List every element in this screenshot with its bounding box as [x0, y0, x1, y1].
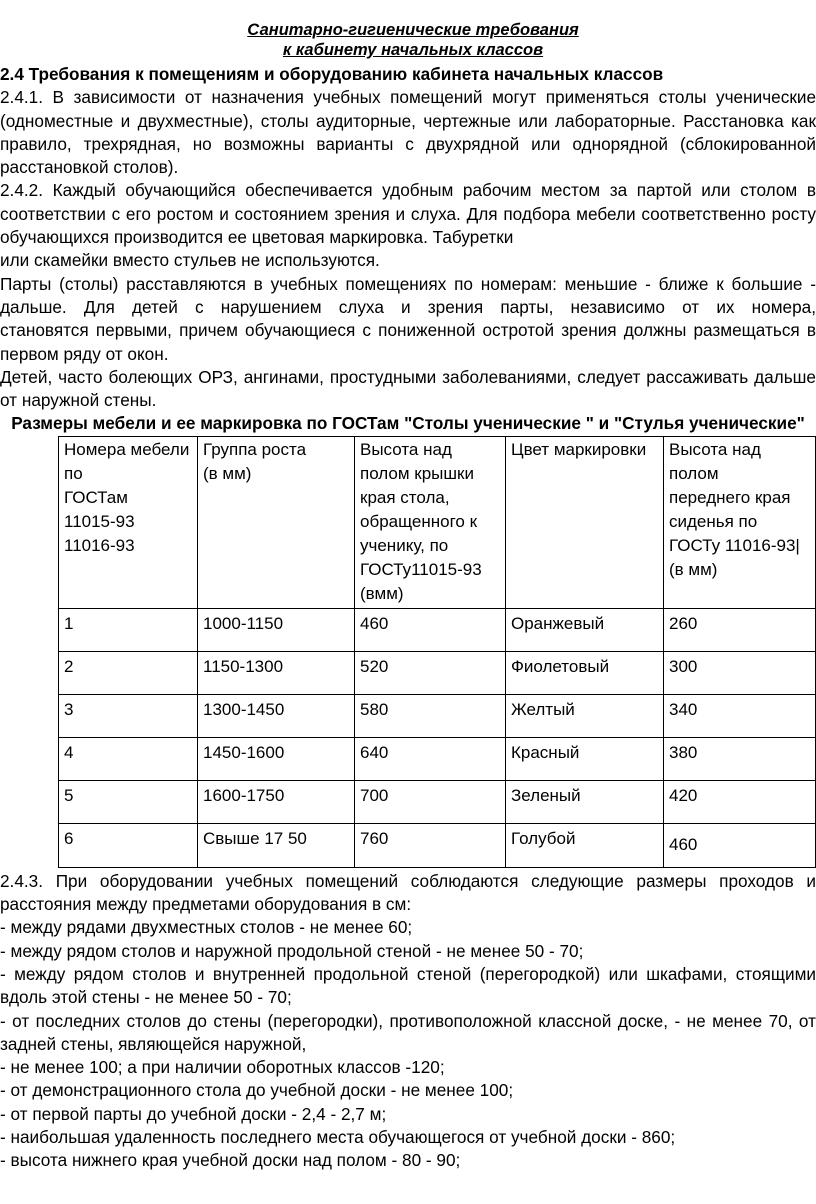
paragraph-2-4-1 [0, 86, 816, 179]
table-cell [506, 608, 664, 651]
table-cell-value: 300 [669, 656, 698, 676]
header-cell [198, 436, 355, 608]
table-cell-value: 760 [360, 828, 389, 848]
table-cell-value: 3 [64, 699, 74, 719]
list-item: - от первой парты до учебной доски - 2,4 - 2,7 м; [0, 1103, 387, 1124]
table-cell [664, 823, 816, 867]
table-cell [198, 608, 355, 651]
table-row [59, 780, 816, 823]
table-cell [198, 737, 355, 780]
table-cell-value: 460 [669, 834, 698, 854]
table-cell [198, 823, 355, 867]
text-line: первом ряду от окон. [0, 343, 169, 364]
paragraph-2-4-3 [0, 870, 816, 1173]
list-item: - между рядом столов и внутренней продольной стеной (перегородкой) или шкафами, стоящими [0, 963, 816, 984]
header-cell-line: ГОСТу 11016-93| [669, 535, 800, 555]
list-item: - от демонстрационного стола до учебной доски - не менее 100; [0, 1080, 514, 1101]
table-cell-value: 1450-1600 [203, 742, 285, 762]
table-cell [664, 694, 816, 737]
list-item: - от последних столов до стены (перегородки), противоположной классной доске, - не менее 70, от [0, 1010, 816, 1031]
table-cell-value: Оранжевый [511, 613, 605, 633]
title-line-2: к кабинету начальных классов [282, 41, 544, 59]
header-cell [355, 436, 506, 608]
header-cell-line: сиденья по [669, 511, 758, 531]
table-cell [59, 823, 198, 867]
table-cell [59, 737, 198, 780]
table-row [59, 823, 816, 867]
table-cell [506, 780, 664, 823]
table-cell [506, 651, 664, 694]
table-cell-value: 580 [360, 699, 389, 719]
table-cell [664, 780, 816, 823]
header-cell-line: по [64, 463, 83, 483]
table-cell [355, 823, 506, 867]
text-line: от наружной стены. [0, 390, 157, 411]
text-line: дальше. Для детей с нарушением слуха и зрения парты, независимо от их номера, [0, 296, 816, 317]
table-cell-value: Желтый [511, 699, 575, 719]
header-cell [664, 436, 816, 608]
table-cell-value: 1600-1750 [203, 785, 285, 805]
header-cell-line: (вмм) [360, 583, 404, 603]
text-line: 2.4.2. Каждый обучающийся обеспечивается удобным рабочим местом за партой или столом в [0, 180, 816, 201]
table-cell [198, 651, 355, 694]
furniture-table [58, 436, 816, 868]
header-cell-line: полом [669, 463, 719, 483]
header-cell-line: Номера мебели [64, 439, 190, 459]
text-line: 2.4.1. В зависимости от назначения учебных помещений могут применяться столы ученические [0, 87, 816, 108]
table-cell [664, 608, 816, 651]
text-line: правило, трехрядная, но возможны варианты с двухрядной или однорядной (сблокированной [0, 133, 816, 154]
paragraph-desks [0, 273, 816, 366]
header-cell-line: переднего края [669, 487, 791, 507]
header-cell-line: Высота над [669, 439, 761, 459]
table-cell-value: 640 [360, 742, 389, 762]
header-cell-line: ученику, по [360, 535, 449, 555]
list-item: - наибольшая удаленность последнего места обучающегося от учебной доски - 860; [0, 1127, 676, 1148]
table-cell-value: 700 [360, 785, 389, 805]
header-cell-line: ГОСТам [64, 487, 128, 507]
header-cell [59, 436, 198, 608]
table-cell-value: 380 [669, 742, 698, 762]
text-line: (одноместные и двухместные), столы аудиторные, чертежные или лабораторные. Расстановка как [0, 110, 816, 131]
table-cell-value: 1150-1300 [203, 656, 284, 676]
table-cell-value: 260 [669, 613, 698, 633]
table-row [59, 737, 816, 780]
header-cell-line: полом крышки [360, 463, 474, 483]
table-cell-value: Голубой [511, 828, 576, 848]
table-row [59, 608, 816, 651]
text-line: расстояния между предметами оборудования в см: [0, 894, 412, 915]
table-cell-value: Красный [511, 742, 580, 762]
header-cell-line: Цвет маркировки [511, 439, 647, 459]
header-cell-line: (в мм) [669, 559, 718, 579]
table-cell [664, 737, 816, 780]
table-cell-value: 1000-1150 [203, 613, 284, 633]
header-cell-line: обращенного к [360, 511, 478, 531]
list-item: - высота нижнего края учебной доски над полом - 80 - 90; [0, 1150, 461, 1171]
paragraph-illness [0, 366, 816, 413]
list-item: задней стены, являющейся наружной, [0, 1033, 307, 1054]
table-cell [664, 651, 816, 694]
table-cell-value: 460 [360, 613, 389, 633]
table-cell [198, 694, 355, 737]
title-line-1: Санитарно-гигиенические требования [247, 21, 579, 39]
header-cell-line: 11016-93 [64, 535, 135, 555]
header-cell [506, 436, 664, 608]
table-cell-value: 4 [64, 742, 74, 762]
header-cell-line: Группа роста [203, 439, 307, 459]
table-cell [506, 694, 664, 737]
text-line: или скамейки вместо стульев не используются. [0, 250, 380, 271]
list-item: - между рядами двухместных столов - не менее 60; [0, 917, 413, 938]
list-item: - не менее 100; а при наличии оборотных классов -120; [0, 1057, 445, 1078]
table-cell [355, 737, 506, 780]
table-cell [355, 780, 506, 823]
table-row [59, 694, 816, 737]
table-cell-value: 520 [360, 656, 389, 676]
table-cell-value: 1 [64, 613, 74, 633]
table-cell [506, 737, 664, 780]
text-line: соответствии с его ростом и состоянием зрения и слуха. Для подбора мебели соответственно росту [0, 203, 816, 224]
table-cell [355, 694, 506, 737]
table-cell-value: 420 [669, 785, 698, 805]
table-cell [198, 780, 355, 823]
table-header-row [59, 436, 816, 608]
header-cell-line: Высота над [360, 439, 452, 459]
table-title: Размеры мебели и ее маркировка по ГОСТам "Столы ученические " и "Стулья ученические" [11, 413, 805, 434]
text-line: Детей, часто болеющих ОРЗ, ангинами, простудными заболеваниями, следует рассаживать дальше [0, 366, 816, 387]
header-cell-line: (в мм) [203, 463, 252, 483]
header-cell-line: ГОСТу11015-93 [360, 559, 482, 579]
table-cell [59, 780, 198, 823]
header-cell-line: края стола, [360, 487, 450, 507]
table-cell [59, 694, 198, 737]
text-line: Парты (столы) расставляются в учебных помещениях по номерам: меньшие - ближе к большие - [0, 273, 816, 294]
table-cell-value: 5 [64, 785, 74, 805]
text-line: обучающихся производится ее цветовая маркировка. Табуретки [0, 227, 514, 248]
paragraph-2-4-2 [0, 179, 816, 272]
table-cell [506, 823, 664, 867]
table-cell-value: 2 [64, 656, 74, 676]
section-heading: 2.4 Требования к помещениям и оборудованию кабинета начальных классов [0, 64, 664, 84]
list-item: - между рядом столов и наружной продольной стеной - не менее 50 - 70; [0, 940, 584, 961]
table-cell [59, 651, 198, 694]
text-line: 2.4.3. При оборудовании учебных помещений соблюдаются следующие размеры проходов и [0, 870, 816, 891]
table-cell-value: Зеленый [511, 785, 581, 805]
table-cell-value: 1300-1450 [203, 699, 285, 719]
table-cell-value: 340 [669, 699, 698, 719]
table-cell-value: Свыше 17 50 [203, 828, 307, 848]
text-line: становятся первыми, причем обучающиеся с пониженной остротой зрения должны размещаться в [0, 320, 816, 341]
document-title [0, 20, 816, 60]
list-item: вдоль этой стены - не менее 50 - 70; [0, 987, 292, 1008]
text-line: расстановкой столов). [0, 157, 179, 178]
header-cell-line: 11015-93 [64, 511, 135, 531]
table-row [59, 651, 816, 694]
distance-list [0, 916, 816, 1172]
table-cell-value: 6 [64, 828, 74, 848]
table-cell [355, 608, 506, 651]
table-cell-value: Фиолетовый [511, 656, 610, 676]
table-cell [355, 651, 506, 694]
table-cell [59, 608, 198, 651]
